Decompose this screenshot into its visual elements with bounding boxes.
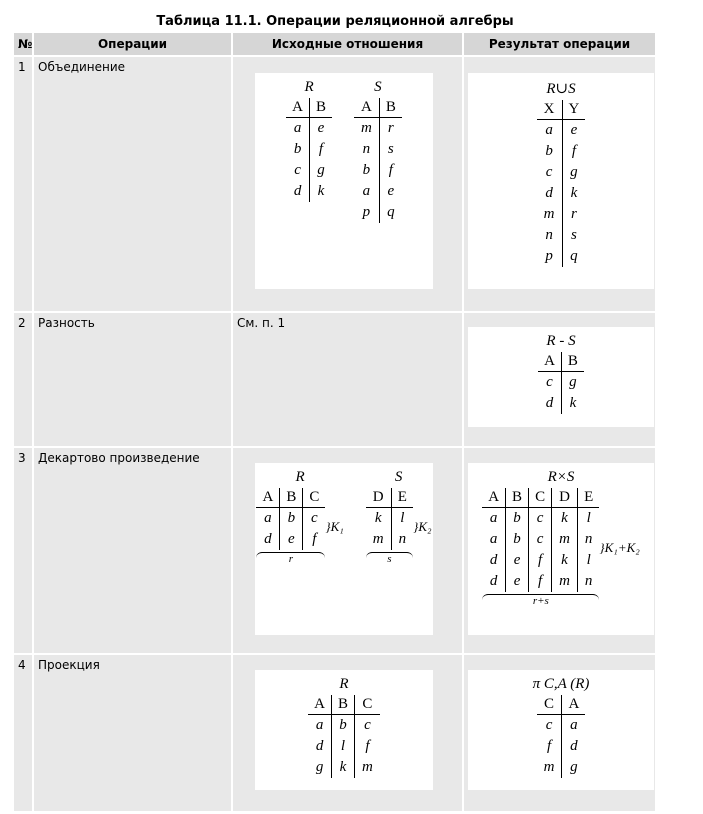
source-cell <box>233 448 464 653</box>
operation-name: Декартово произведение <box>34 448 233 653</box>
tuple-row <box>286 160 332 181</box>
relation-table <box>354 98 402 223</box>
attribute-header: D <box>366 488 391 508</box>
tuple-value: c <box>545 164 553 180</box>
relation-name: R <box>295 469 305 485</box>
tuple-value: k <box>562 183 585 204</box>
tuple-value: f <box>529 550 552 571</box>
tuple-value: m <box>372 531 384 547</box>
tuple-value: f <box>355 736 380 757</box>
tuple-value: c <box>546 374 553 390</box>
relation-name: R <box>339 676 349 692</box>
tuple-row <box>482 571 599 592</box>
tuple-row <box>256 529 325 550</box>
relation-name: S <box>394 469 403 485</box>
relation-table <box>256 488 325 550</box>
tuple-value: m <box>355 757 380 778</box>
attribute-header: C <box>303 488 326 508</box>
tuple-value: k <box>552 508 578 530</box>
tuple-value: n <box>577 571 599 592</box>
attribute-header: D <box>552 488 578 508</box>
attribute-header: B <box>309 98 332 118</box>
row-number: 4 <box>14 655 34 811</box>
tuple-value: g <box>562 757 585 778</box>
tuple-value: d <box>489 552 498 568</box>
tuple-row <box>537 225 586 246</box>
relation-table <box>537 100 586 267</box>
tuple-value: s <box>562 225 585 246</box>
result-cell <box>464 448 655 653</box>
tuple-row <box>537 183 586 204</box>
tuple-value: s <box>379 139 402 160</box>
attribute-header: E <box>577 488 599 508</box>
relation-table <box>537 695 586 778</box>
bottom-brace-label: r <box>256 552 325 565</box>
tuple-row <box>482 550 599 571</box>
attribute-header: B <box>561 352 584 372</box>
tuple-value: b <box>545 143 553 159</box>
tuple-row <box>537 246 586 267</box>
tuple-row <box>537 736 586 757</box>
tuple-row <box>538 372 584 394</box>
attribute-header: A <box>354 98 379 118</box>
table-row <box>14 448 655 655</box>
attribute-header: B <box>379 98 402 118</box>
tuple-value: b <box>506 529 529 550</box>
tuple-value: p <box>362 204 371 220</box>
operation-name: Объединение <box>34 57 233 311</box>
relation-name: R <box>304 79 314 95</box>
tuple-row <box>354 202 402 223</box>
tuple-value: a <box>562 715 585 737</box>
tuple-value: q <box>562 246 585 267</box>
row-number: 1 <box>14 57 34 311</box>
tuple-value: m <box>543 759 555 775</box>
attribute-header: B <box>331 695 354 715</box>
tuple-row <box>366 508 413 530</box>
tuple-value: k <box>309 181 332 202</box>
relation-table <box>308 695 380 778</box>
attribute-header: A <box>256 488 279 508</box>
tuple-value: a <box>264 510 272 526</box>
relation <box>366 469 432 565</box>
tuple-value: k <box>331 757 354 778</box>
tuple-value: m <box>552 529 578 550</box>
side-brace-label: }K₁+K₂ <box>599 539 640 555</box>
tuple-row <box>537 141 586 162</box>
tuple-value: a <box>545 122 553 138</box>
attribute-header: B <box>280 488 303 508</box>
side-brace-label: }K₁ <box>325 518 344 534</box>
table-row <box>14 655 655 813</box>
tuple-value: n <box>391 529 413 550</box>
tuple-value: k <box>561 393 584 414</box>
relation <box>538 333 584 414</box>
tuple-value: e <box>506 571 529 592</box>
tuple-value: q <box>379 202 402 223</box>
tuple-value: b <box>293 141 302 157</box>
tuple-value: g <box>562 162 585 183</box>
tuple-value: d <box>545 185 553 201</box>
tuple-row <box>256 508 325 530</box>
attribute-header: C <box>355 695 380 715</box>
tuple-row <box>308 715 380 737</box>
tuple-value: f <box>303 529 326 550</box>
tuple-value: l <box>577 508 599 530</box>
relation-name: S <box>374 79 382 95</box>
result-relation-figure <box>468 327 654 427</box>
relation <box>533 676 590 778</box>
tuple-value: b <box>331 715 354 737</box>
tuple-value: f <box>379 160 402 181</box>
tuple-value: g <box>309 160 332 181</box>
tuple-value: f <box>309 139 332 160</box>
tuple-value: a <box>362 183 371 199</box>
relation <box>286 79 332 202</box>
tuple-row <box>482 508 599 530</box>
tuple-row <box>286 181 332 202</box>
attribute-header: A <box>538 352 561 372</box>
attribute-header: B <box>506 488 529 508</box>
relation <box>308 676 380 778</box>
tuple-row <box>354 181 402 202</box>
tuple-value: b <box>506 508 529 530</box>
table-header <box>14 33 655 57</box>
table-row <box>14 57 655 313</box>
source-relations-figure <box>255 73 433 289</box>
tuple-row <box>537 204 586 225</box>
tuple-value: c <box>545 717 553 733</box>
tuple-row <box>286 118 332 140</box>
tuple-value: a <box>315 717 324 733</box>
tuple-value: d <box>315 738 324 754</box>
tuple-row <box>366 529 413 550</box>
tuple-value: n <box>362 141 371 157</box>
tuple-row <box>538 393 584 414</box>
relation-name: R∪S <box>546 81 576 97</box>
attribute-header: X <box>537 100 562 120</box>
tuple-row <box>482 529 599 550</box>
result-cell <box>464 313 655 446</box>
tuple-value: m <box>361 120 372 136</box>
tuple-row <box>286 139 332 160</box>
tuple-value: e <box>280 529 303 550</box>
side-brace-label: }K₂ <box>413 518 432 534</box>
table-caption: Таблица 11.1. Операции реляционной алгебры <box>156 14 514 29</box>
tuple-row <box>537 757 586 778</box>
attribute-header: A <box>482 488 505 508</box>
attribute-header: A <box>562 695 585 715</box>
tuple-row <box>308 736 380 757</box>
tuple-value: e <box>506 550 529 571</box>
tuple-value: b <box>280 508 303 530</box>
result-relation-figure <box>468 463 654 635</box>
tuple-value: e <box>309 118 332 140</box>
tuple-row <box>537 162 586 183</box>
row-number: 2 <box>14 313 34 446</box>
tuple-value: k <box>552 550 578 571</box>
tuple-row <box>537 120 586 142</box>
tuple-value: c <box>355 715 380 737</box>
row-number: 3 <box>14 448 34 653</box>
tuple-value: d <box>545 395 554 411</box>
header-source: Исходные отношения <box>233 33 464 55</box>
tuple-row <box>537 715 586 737</box>
relation <box>256 469 343 565</box>
relation-table <box>538 352 584 414</box>
tuple-value: f <box>546 738 552 754</box>
relational-algebra-table <box>14 33 655 813</box>
tuple-value: p <box>545 248 553 264</box>
tuple-value: n <box>545 227 553 243</box>
result-relation-figure <box>468 73 654 289</box>
tuple-value: b <box>362 162 371 178</box>
source-relations-figure <box>255 463 433 635</box>
tuple-value: d <box>264 531 272 547</box>
relation-name: R - S <box>546 333 576 349</box>
tuple-value: c <box>303 508 326 530</box>
source-note: См. п. 1 <box>237 316 286 330</box>
relation-name: π C,A (R) <box>532 676 590 692</box>
tuple-value: n <box>577 529 599 550</box>
relation <box>537 79 586 267</box>
tuple-value: e <box>379 181 402 202</box>
tuple-value: f <box>529 571 552 592</box>
result-cell <box>464 655 655 811</box>
relation-table <box>482 488 599 592</box>
source-relations-figure <box>255 670 433 790</box>
attribute-header: C <box>537 695 562 715</box>
source-cell <box>233 313 464 446</box>
tuple-row <box>308 757 380 778</box>
tuple-value: a <box>489 531 498 547</box>
tuple-value: m <box>552 571 578 592</box>
tuple-value: e <box>562 120 585 142</box>
tuple-value: c <box>529 529 552 550</box>
operation-name: Разность <box>34 313 233 446</box>
bottom-brace-label: r+s <box>482 594 599 607</box>
relation <box>354 79 402 223</box>
bottom-brace-label: s <box>366 552 413 565</box>
tuple-value: g <box>561 372 584 394</box>
attribute-header: Y <box>562 100 585 120</box>
tuple-value: a <box>293 120 302 136</box>
tuple-value: c <box>529 508 552 530</box>
relation-table <box>366 488 413 550</box>
relation-name: R×S <box>547 469 575 485</box>
tuple-row <box>354 118 402 140</box>
tuple-row <box>354 160 402 181</box>
header-operation: Операции <box>34 33 233 55</box>
operation-name: Проекция <box>34 655 233 811</box>
source-cell <box>233 57 464 311</box>
tuple-value: r <box>379 118 402 140</box>
attribute-header: A <box>308 695 331 715</box>
tuple-value: a <box>489 510 498 526</box>
tuple-row <box>354 139 402 160</box>
tuple-value: d <box>489 573 498 589</box>
attribute-header: C <box>529 488 552 508</box>
table-row <box>14 313 655 448</box>
relation-table <box>286 98 332 202</box>
header-result: Результат операции <box>464 33 655 55</box>
attribute-header: A <box>286 98 309 118</box>
attribute-header: E <box>391 488 413 508</box>
tuple-value: f <box>562 141 585 162</box>
tuple-value: k <box>374 510 382 526</box>
result-cell <box>464 57 655 311</box>
tuple-value: d <box>562 736 585 757</box>
tuple-value: l <box>331 736 354 757</box>
header-num: № <box>14 33 34 55</box>
tuple-value: d <box>293 183 302 199</box>
tuple-value: m <box>543 206 555 222</box>
tuple-value: g <box>315 759 324 775</box>
source-cell <box>233 655 464 811</box>
relation <box>482 469 640 607</box>
result-relation-figure <box>468 670 654 790</box>
tuple-value: c <box>294 162 301 178</box>
tuple-value: l <box>577 550 599 571</box>
tuple-value: l <box>391 508 413 530</box>
tuple-value: r <box>562 204 585 225</box>
